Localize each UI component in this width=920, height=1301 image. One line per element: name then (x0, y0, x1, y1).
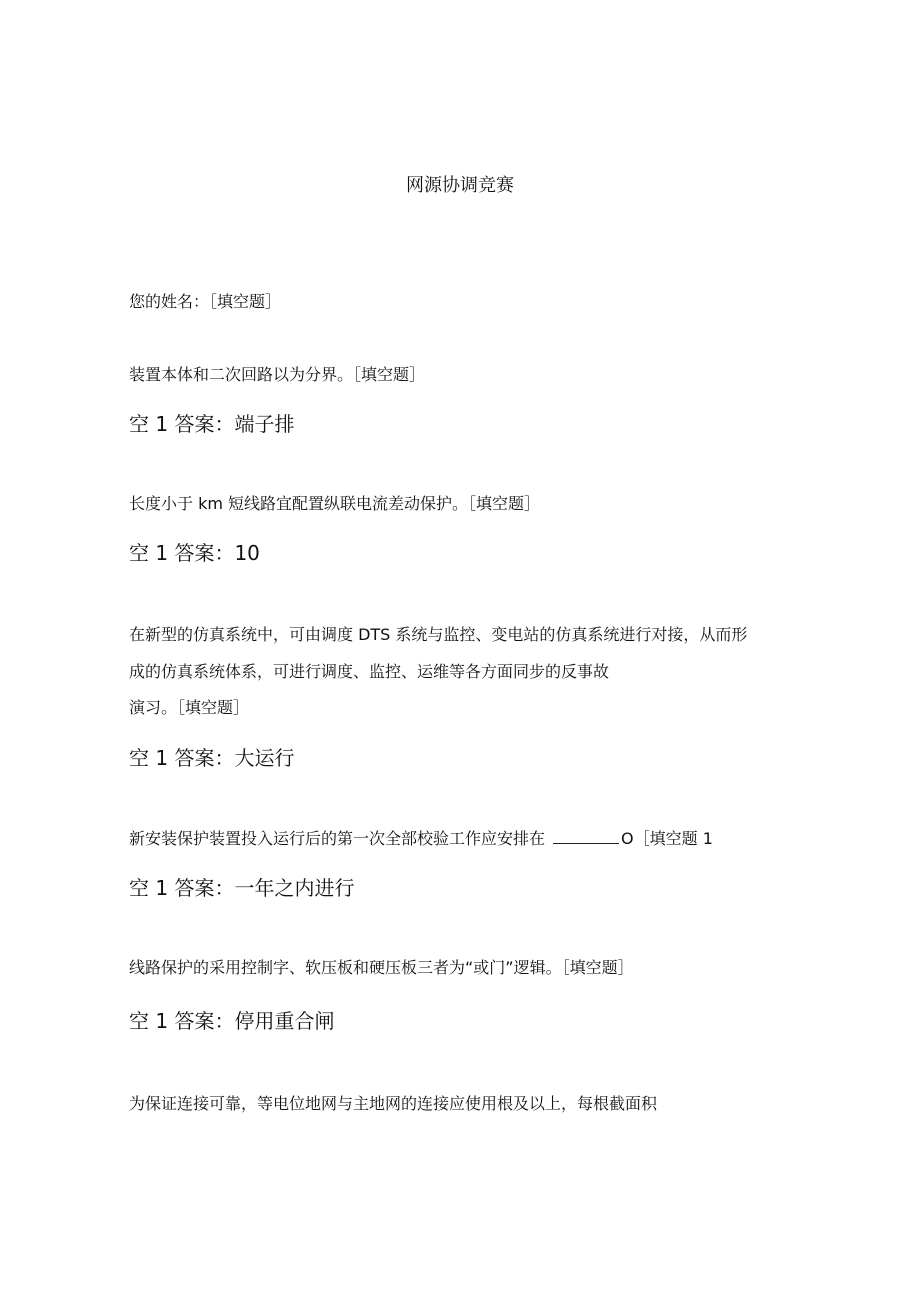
question-6-answer: 空 1 答案：停用重合闸 (129, 1009, 335, 1033)
question-5-text (129, 828, 713, 850)
question-3-answer: 空 1 答案：10 (129, 541, 260, 565)
document-title: 网源协调竞赛 (406, 175, 514, 196)
question-6-text: 线路保护的采用控制字、软压板和硬压板三者为“或门”逻辑。［填空题］ (129, 958, 634, 977)
question-4-answer: 空 1 答案：大运行 (129, 746, 295, 770)
question-5-text-after-blank: O［填空题 1 (621, 829, 713, 848)
fill-in-blank-underline (553, 829, 619, 844)
question-4-text-line-1: 在新型的仿真系统中，可由调度 DTS 系统与监控、变电站的仿真系统进行对接，从而形 (129, 625, 748, 644)
question-5-answer: 空 1 答案：一年之内进行 (129, 876, 355, 900)
question-7-text: 为保证连接可靠，等电位地网与主地网的连接应使用根及以上，每根截面积 (129, 1094, 658, 1113)
question-4-text-line-2: 成的仿真系统体系，可进行调度、监控、运维等各方面同步的反事故 (129, 662, 610, 681)
question-2-text: 装置本体和二次回路以为分界。［填空题］ (129, 365, 426, 384)
question-4-text-line-3: 演习。［填空题］ (129, 698, 250, 717)
question-3-text: 长度小于 km 短线路宜配置纵联电流差动保护。［填空题］ (129, 494, 541, 513)
question-1-text: 您的姓名：［填空题］ (129, 292, 282, 311)
question-5-text-before-blank: 新安装保护装置投入运行后的第一次全部校验工作应安排在 (129, 829, 546, 848)
question-2-answer: 空 1 答案：端子排 (129, 412, 295, 436)
